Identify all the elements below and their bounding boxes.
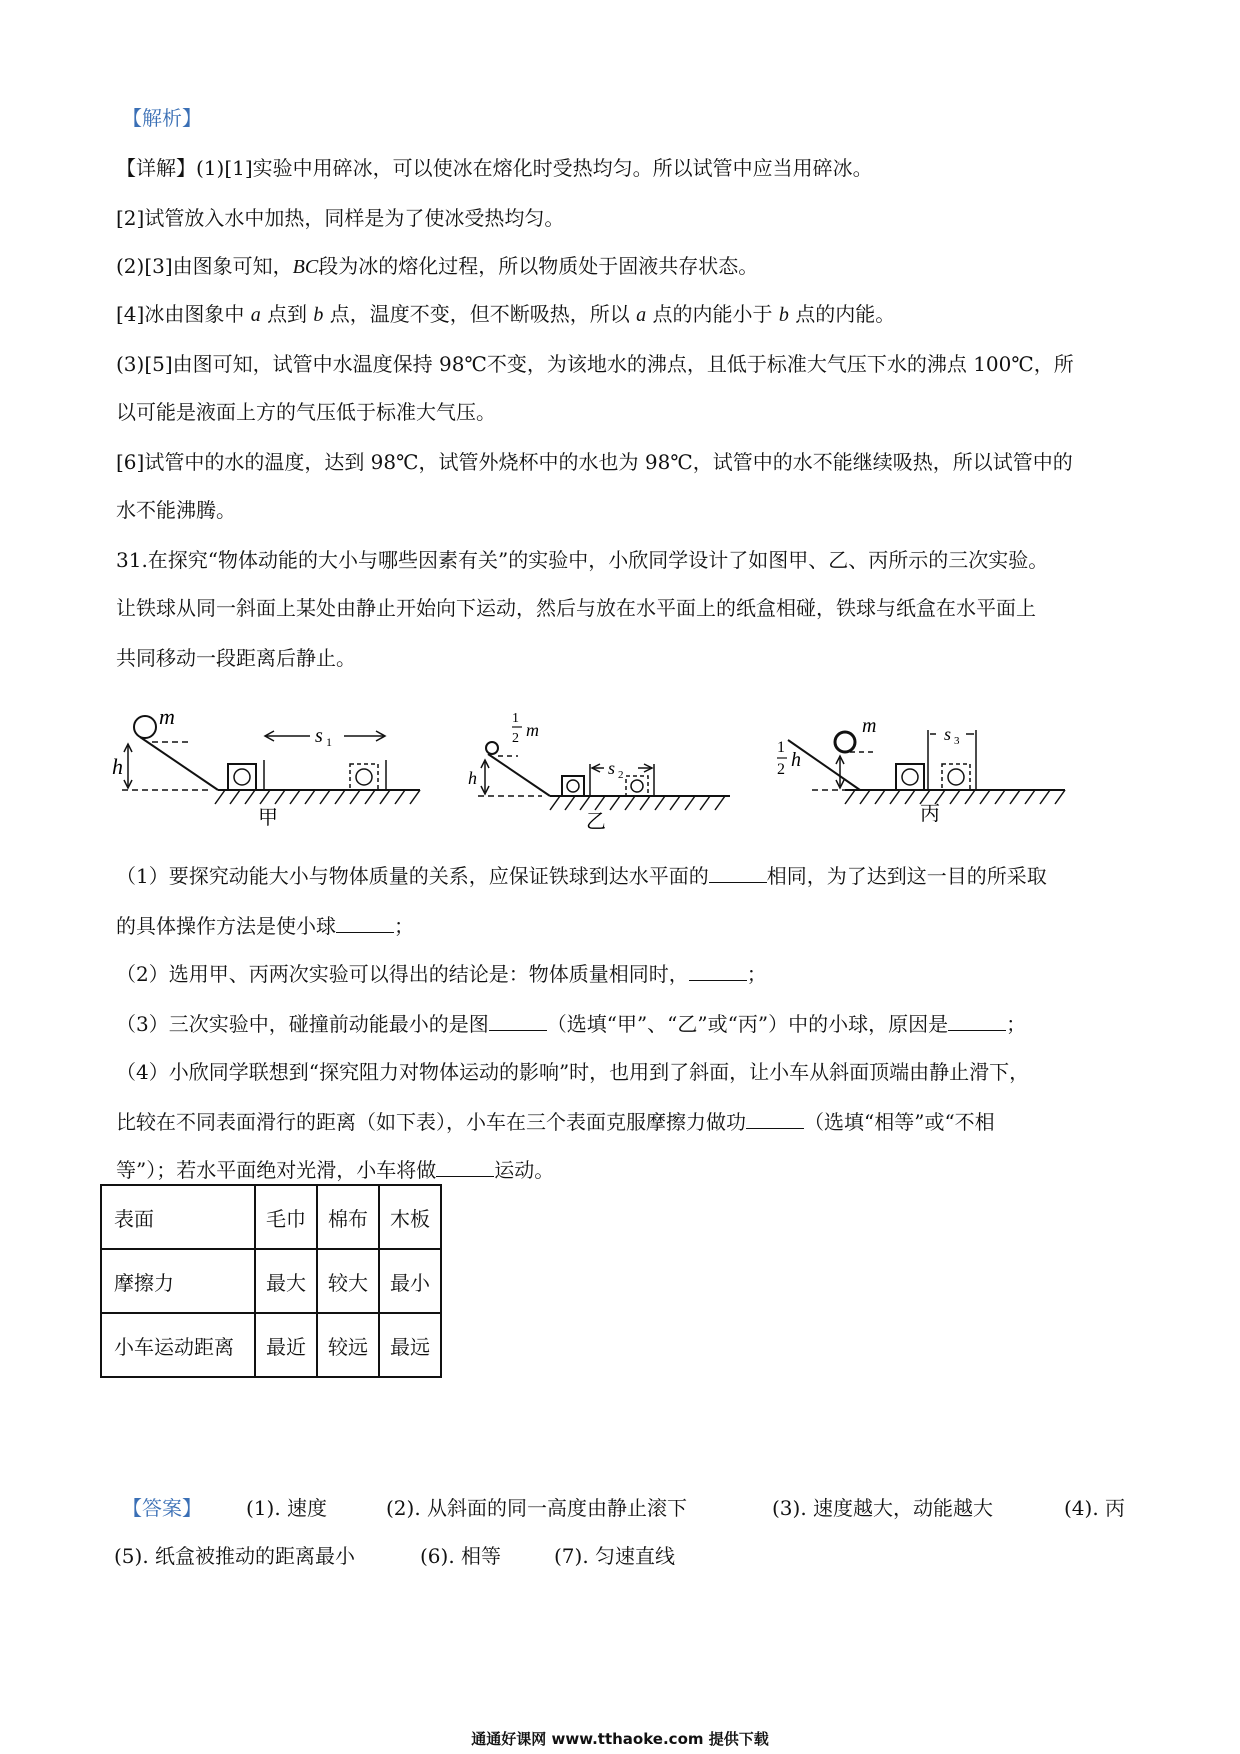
question-line-1: 31.在探究“物体动能的大小与哪些因素有关”的实验中，小欣同学设计了如图甲、乙、丙所示的三次实验。 <box>116 548 1049 572</box>
label-s2: s <box>608 758 616 778</box>
label-s1: s <box>315 725 323 747</box>
part-4-line-3 <box>116 1156 554 1184</box>
part-2-line <box>116 960 767 988</box>
box-end-bing <box>942 764 970 790</box>
answer-1: (1). 速度 <box>246 1496 328 1520</box>
box-end-yi <box>626 776 648 796</box>
diagram-jia <box>122 716 420 804</box>
experiment-figure <box>110 700 1090 830</box>
part-3-blank-2 <box>948 1012 1006 1031</box>
box-bing <box>896 764 924 790</box>
frac-den-yi: 2 <box>512 731 519 746</box>
box-yi <box>562 776 584 796</box>
part-4-line-1: （4）小欣同学联想到“探究阻力对物体运动的影响”时，也用到了斜面，让小车从斜面顶端由静止滑下， <box>116 1060 1030 1084</box>
label-s3-sub: 3 <box>954 735 960 747</box>
question-line-3: 共同移动一段距离后静止。 <box>116 646 356 670</box>
table-cell: 较远 <box>317 1313 379 1377</box>
table-cell: 木板 <box>379 1185 441 1249</box>
frac-num-yi: 1 <box>512 711 519 726</box>
table-cell: 最近 <box>255 1313 317 1377</box>
part-3-blank-1 <box>489 1012 547 1031</box>
table-cell: 摩擦力 <box>101 1249 255 1313</box>
part-3-text-a: （3）三次实验中，碰撞前动能最小的是图 <box>116 1012 489 1036</box>
slope-yi <box>488 754 550 796</box>
label-m-yi: m <box>526 720 539 740</box>
table-row <box>101 1313 441 1377</box>
answer-4: (4). 丙 <box>1064 1496 1126 1520</box>
table-cell: 棉布 <box>317 1185 379 1249</box>
label-s1-sub: 1 <box>326 735 332 749</box>
detail-line-4-e: 点，温度不变，但不断吸热，所以 <box>329 302 630 326</box>
label-s2-sub: 2 <box>618 769 624 781</box>
detail-line-4 <box>116 300 895 329</box>
label-m-jia: m <box>159 704 175 729</box>
detail-line-4-g: 点的内能小于 <box>652 302 773 326</box>
question-line-2: 让铁球从同一斜面上某处由静止开始向下运动，然后与放在水平面上的纸盒相碰，铁球与纸盒在水平面上 <box>116 596 1036 620</box>
detail-point-b-1: b <box>313 304 324 326</box>
detail-line-4-c: 点到 <box>267 302 308 326</box>
ball-bing <box>835 732 855 752</box>
detail-line-3-c: 段为冰的熔化过程，所以物质处于固液共存状态。 <box>318 254 759 278</box>
detail-point-a-2: a <box>636 304 647 326</box>
detail-line-8: 水不能沸腾。 <box>116 498 236 522</box>
part-1-text-d: ； <box>394 914 414 938</box>
detail-line-4-a: [4]冰由图象中 <box>116 302 245 326</box>
detail-line-2: [2]试管放入水中加热，同样是为了使冰受热均匀。 <box>116 206 565 230</box>
answer-tag: 【答案】 <box>122 1496 202 1520</box>
table-cell: 最大 <box>255 1249 317 1313</box>
analysis-heading: 【解析】 <box>122 106 202 130</box>
part-1-line-1 <box>116 862 1047 890</box>
ground-hatch-jia <box>215 790 420 804</box>
table-cell: 较大 <box>317 1249 379 1313</box>
answer-6: (6). 相等 <box>420 1544 502 1568</box>
detail-bc-label: BC <box>292 256 319 278</box>
part-2-blank <box>689 962 747 981</box>
table-cell: 最远 <box>379 1313 441 1377</box>
ground-hatch-yi <box>550 796 725 810</box>
label-h-jia: h <box>112 754 123 779</box>
detail-point-a-1: a <box>250 304 261 326</box>
frac-num-bing: 1 <box>777 739 785 756</box>
part-1-text-a: （1）要探究动能大小与物体质量的关系，应保证铁球到达水平面的 <box>116 864 709 888</box>
part-3-line <box>116 1010 1026 1038</box>
part-3-text-b: （选填“甲”、“乙”或“丙”）中的小球，原因是 <box>546 1012 949 1036</box>
slope-jia <box>140 737 218 790</box>
answer-2: (2). 从斜面的同一高度由静止滚下 <box>386 1496 688 1520</box>
detail-line-6: 以可能是液面上方的气压低于标准大气压。 <box>116 400 496 424</box>
part-4-text-c: （选填“相等”或“不相 <box>804 1110 995 1134</box>
box-end-jia <box>350 764 378 790</box>
detail-point-b-2: b <box>778 304 789 326</box>
table-cell: 毛巾 <box>255 1185 317 1249</box>
ball-in-box-jia <box>234 769 250 785</box>
caption-yi: 乙 <box>586 811 606 830</box>
caption-bing: 丙 <box>920 803 940 825</box>
caption-jia: 甲 <box>258 807 278 829</box>
table-cell: 小车运动距离 <box>101 1313 255 1377</box>
frac-den-bing: 2 <box>777 761 785 778</box>
part-3-text-c: ； <box>1006 1012 1027 1036</box>
part-1-blank-1 <box>709 864 767 883</box>
answer-7: (7). 匀速直线 <box>554 1544 676 1568</box>
part-1-line-2 <box>116 912 414 940</box>
table-cell: 表面 <box>101 1185 255 1249</box>
part-1-blank-2 <box>336 914 394 933</box>
detail-line-4-i: 点的内能。 <box>795 302 896 326</box>
part-1-text-b: 相同，为了达到这一目的所采取 <box>766 864 1047 888</box>
table-row <box>101 1249 441 1313</box>
detail-line-7: [6]试管中的水的温度，达到 98℃，试管外烧杯中的水也为 98℃，试管中的水不能继续吸热，所以试管中的 <box>116 450 1073 474</box>
part-4-line-2 <box>116 1108 995 1136</box>
label-h-yi: h <box>468 768 477 788</box>
diagram-bing <box>777 730 1065 804</box>
answer-3: (3). 速度越大，动能越大 <box>772 1496 994 1520</box>
table-row <box>101 1185 441 1249</box>
part-4-text-e: 运动。 <box>494 1158 555 1182</box>
label-s3: s <box>944 724 952 744</box>
box-jia <box>228 764 256 790</box>
answer-5: (5). 纸盒被推动的距离最小 <box>114 1544 356 1568</box>
part-4-text-d: 等”）；若水平面绝对光滑，小车将做 <box>116 1158 437 1182</box>
part-2-text-a: （2）选用甲、丙两次实验可以得出的结论是：物体质量相同时， <box>116 962 689 986</box>
ground-hatch-bing <box>845 790 1065 804</box>
table-cell: 最小 <box>379 1249 441 1313</box>
friction-table <box>100 1184 442 1378</box>
part-1-text-c: 的具体操作方法是使小球 <box>116 914 336 938</box>
footer-text: 通通好课网 www.tthaoke.com 提供下载 <box>471 1730 769 1748</box>
ball-yi <box>486 742 498 754</box>
part-4-blank-1 <box>746 1110 804 1129</box>
detail-line-5: (3)[5]由图可知，试管中水温度保持 98℃不变，为该地水的沸点，且低于标准大气压下水的沸点 100℃，所 <box>116 352 1074 376</box>
part-4-blank-2 <box>436 1158 494 1177</box>
part-2-text-b: ； <box>746 962 767 986</box>
ball-jia <box>134 716 156 738</box>
label-h-bing: h <box>791 749 801 771</box>
part-4-text-b: 比较在不同表面滑行的距离（如下表），小车在三个表面克服摩擦力做功 <box>116 1110 746 1134</box>
detail-line-1: 【详解】(1)[1]实验中用碎冰，可以使冰在熔化时受热均匀。所以试管中应当用碎冰。 <box>116 156 873 180</box>
label-m-bing: m <box>862 715 877 737</box>
detail-line-3-a: (2)[3]由图象可知， <box>116 254 293 278</box>
detail-line-3 <box>116 252 758 281</box>
